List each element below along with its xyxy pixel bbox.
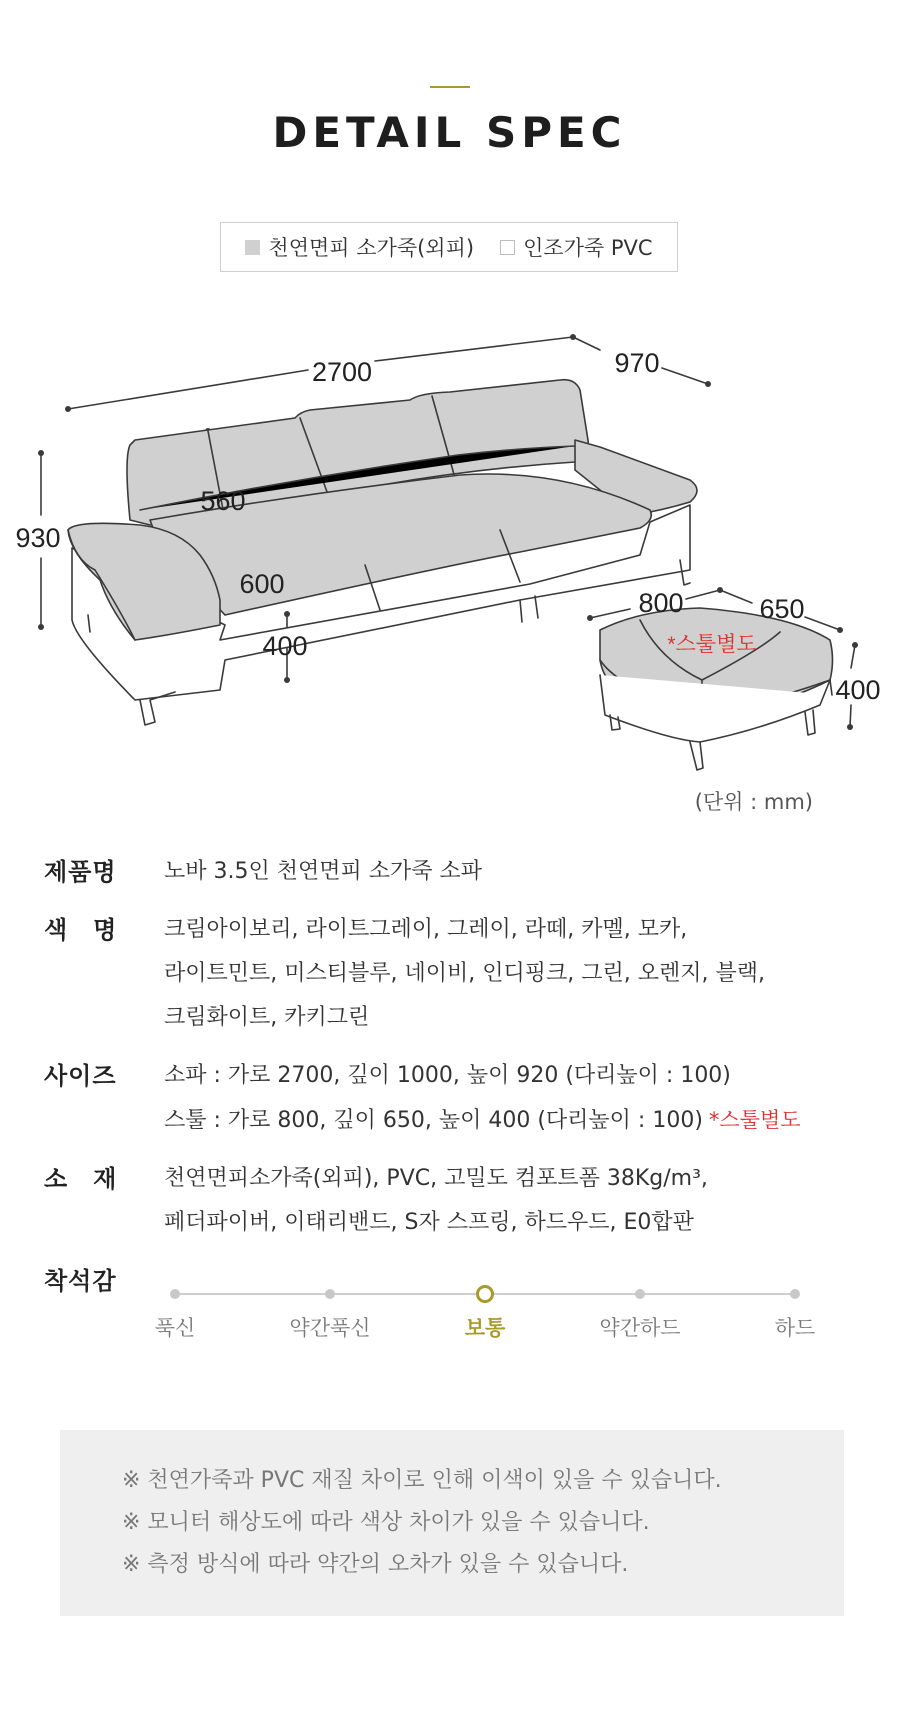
spec-value-name bbox=[164, 850, 482, 894]
unit-note: (단위 : mm) bbox=[694, 790, 813, 814]
seat-feel-scale bbox=[154, 1284, 816, 1354]
scale-dot-icon bbox=[325, 1289, 335, 1299]
spec-row-color bbox=[44, 908, 864, 1040]
dim-stool-height: 400 bbox=[835, 675, 881, 705]
scale-dot-icon bbox=[170, 1289, 180, 1299]
notice-box bbox=[60, 1430, 844, 1616]
color-line: 크림아이보리, 라이트그레이, 그레이, 라떼, 카멜, 모카, bbox=[164, 917, 688, 942]
spec-label-size: 사이즈 bbox=[44, 1062, 117, 1090]
spec-row-size bbox=[44, 1054, 864, 1143]
stool-separate-note: *스툴별도 bbox=[667, 633, 757, 656]
scale-dot-icon bbox=[635, 1289, 645, 1299]
notice-line: ※ 모니터 해상도에 따라 색상 차이가 있을 수 있습니다. bbox=[122, 1510, 650, 1535]
seat-option-label: 약간푹신 bbox=[289, 1316, 371, 1340]
spec-row-name bbox=[44, 850, 864, 894]
empty-square-icon bbox=[500, 240, 515, 255]
legend-pvc-label: 인조가죽 PVC bbox=[523, 236, 653, 260]
legend-leather bbox=[245, 232, 474, 262]
seat-option-label: 하드 bbox=[774, 1316, 816, 1340]
accent-line bbox=[430, 86, 470, 88]
size-separate-note: *스툴별도 bbox=[708, 1108, 801, 1132]
spec-row-material bbox=[44, 1157, 864, 1245]
spec-label-material: 소 재 bbox=[44, 1165, 118, 1193]
spec-value-material bbox=[164, 1157, 708, 1245]
dim-sofa-height: 930 bbox=[15, 523, 61, 553]
page-title: DETAIL SPEC bbox=[272, 108, 627, 157]
legend-leather-label: 천연면피 소가죽(외피) bbox=[268, 236, 475, 260]
seat-option-label: 푹신 bbox=[154, 1316, 196, 1340]
spec-value-color bbox=[164, 908, 765, 1040]
filled-square-icon bbox=[245, 240, 260, 255]
spec-label-seat: 착석감 bbox=[44, 1267, 117, 1295]
sofa-drawing bbox=[68, 380, 697, 725]
color-line: 크림화이트, 카키그린 bbox=[164, 1005, 370, 1030]
product-name: 노바 3.5인 천연면피 소가죽 소파 bbox=[164, 859, 482, 884]
size-line-text: 스툴 : 가로 800, 깊이 650, 높이 400 (다리높이 : 100) bbox=[164, 1108, 703, 1133]
dim-sofa-width: 2700 bbox=[311, 357, 373, 387]
size-line bbox=[164, 1098, 801, 1143]
notice-line: ※ 천연가죽과 PVC 재질 차이로 인해 이색이 있을 수 있습니다. bbox=[122, 1468, 722, 1493]
material-line: 천연면피소가죽(외피), PVC, 고밀도 컴포트폼 38Kg/m³, bbox=[164, 1166, 708, 1191]
spec-table bbox=[44, 850, 864, 1317]
sofa-diagram bbox=[0, 300, 899, 780]
spec-label-name: 제품명 bbox=[44, 858, 117, 886]
legend-pvc bbox=[500, 232, 653, 262]
dim-sofa-depth: 970 bbox=[614, 348, 660, 378]
notice-line: ※ 측정 방식에 따라 약간의 오차가 있을 수 있습니다. bbox=[122, 1552, 629, 1577]
selected-ring-icon bbox=[476, 1285, 494, 1303]
seat-option-label: 약간하드 bbox=[599, 1316, 681, 1340]
seat-option-label: 보통 bbox=[464, 1316, 506, 1340]
material-legend bbox=[220, 222, 678, 272]
dim-stool-depth: 650 bbox=[759, 594, 805, 624]
material-line: 페더파이버, 이태리밴드, S자 스프링, 하드우드, E0합판 bbox=[164, 1210, 694, 1235]
scale-dot-icon bbox=[790, 1289, 800, 1299]
dim-seat-depth: 600 bbox=[239, 569, 285, 599]
size-line: 소파 : 가로 2700, 깊이 1000, 높이 920 (다리높이 : 100) bbox=[164, 1063, 731, 1088]
dim-stool-width: 800 bbox=[638, 588, 684, 618]
spec-value-size bbox=[164, 1054, 801, 1143]
color-line: 라이트민트, 미스티블루, 네이비, 인디핑크, 그린, 오렌지, 블랙, bbox=[164, 961, 765, 986]
dim-back-height: 560 bbox=[200, 486, 246, 516]
dim-seat-height: 400 bbox=[262, 631, 308, 661]
spec-label-color: 색 명 bbox=[44, 916, 118, 944]
